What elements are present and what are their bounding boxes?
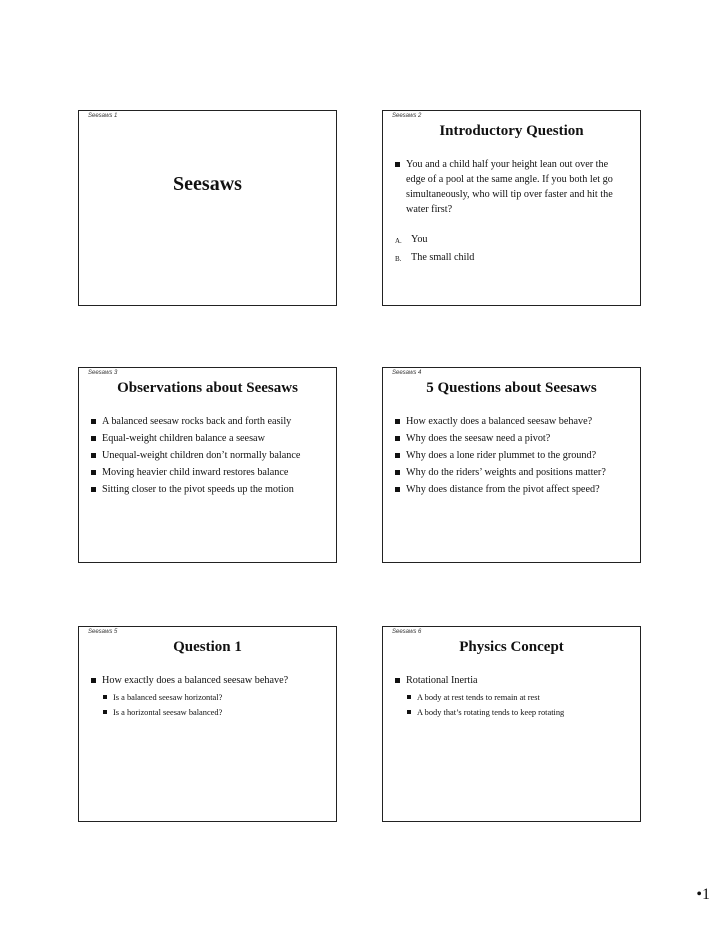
question-text: You and a child half your height lean out over the edge of a pool at the same angle. If you both let go simultaneously, who will tip over faster and hit the water first?: [406, 159, 613, 215]
sub-list-item: A body at rest tends to remain at rest: [395, 692, 636, 703]
list-item: Rotational Inertia: [395, 675, 636, 687]
slide-5: [78, 626, 337, 822]
bullet-square-icon: [91, 453, 96, 458]
bullet-square-icon: [407, 710, 411, 714]
list-item: How exactly does a balanced seesaw behave?: [395, 416, 636, 428]
page-number: •1: [696, 886, 710, 903]
slide-title: Observations about Seesaws: [117, 380, 298, 396]
list-item: Unequal-weight children don’t normally balance: [91, 450, 332, 462]
bullet-square-icon: [395, 162, 400, 167]
bullet-square-icon: [91, 487, 96, 492]
bullet-list: [395, 416, 636, 501]
list-item: A balanced seesaw rocks back and forth easily: [91, 416, 332, 428]
slide-6: [382, 626, 641, 822]
list-item: How exactly does a balanced seesaw behave?: [91, 675, 332, 687]
bullet-square-icon: [91, 678, 96, 683]
bullet-square-icon: [103, 710, 107, 714]
list-item: Why does a lone rider plummet to the ground?: [395, 450, 636, 462]
bullet-square-icon: [395, 470, 400, 475]
choice-letter: B.: [395, 255, 402, 263]
slide-title: Question 1: [173, 639, 242, 655]
list-item: Sitting closer to the pivot speeds up the motion: [91, 484, 332, 496]
list-item: [395, 157, 626, 217]
bullet-square-icon: [91, 470, 96, 475]
bullet-square-icon: [395, 453, 400, 458]
sub-list-item: A body that’s rotating tends to keep rotating: [395, 707, 636, 718]
bullet-square-icon: [395, 436, 400, 441]
bullet-square-icon: [91, 419, 96, 424]
slide-3: [78, 367, 337, 563]
list-item: Moving heavier child inward restores balance: [91, 467, 332, 479]
slide-4: [382, 367, 641, 563]
bullet-square-icon: [395, 487, 400, 492]
slide-title: Seesaws: [173, 173, 242, 195]
slide-label: Seesaws 2: [392, 113, 422, 119]
bullet-list: [395, 675, 636, 722]
sub-list-item: Is a horizontal seesaw balanced?: [91, 707, 332, 718]
slide-2: [382, 110, 641, 306]
bullet-square-icon: [103, 695, 107, 699]
slide-label: Seesaws 5: [88, 629, 118, 635]
list-item: Why does distance from the pivot affect speed?: [395, 484, 636, 496]
slide-title: Physics Concept: [459, 639, 564, 655]
choice-item: [395, 252, 626, 264]
list-item: Why does the seesaw need a pivot?: [395, 433, 636, 445]
slide-title: 5 Questions about Seesaws: [426, 380, 597, 396]
choice-letter: A.: [395, 237, 402, 245]
choice-text: You: [411, 234, 428, 245]
choice-item: [395, 234, 626, 246]
bullet-square-icon: [395, 419, 400, 424]
bullet-square-icon: [91, 436, 96, 441]
list-item: Equal-weight children balance a seesaw: [91, 433, 332, 445]
bullet-list: [395, 157, 626, 270]
slide-label: Seesaws 6: [392, 629, 422, 635]
slide-label: Seesaws 4: [392, 370, 422, 376]
list-item: Why do the riders’ weights and positions matter?: [395, 467, 636, 479]
bullet-list: [91, 675, 332, 722]
slide-label: Seesaws 1: [88, 113, 118, 119]
bullet-square-icon: [395, 678, 400, 683]
slide-1: [78, 110, 337, 306]
bullet-list: [91, 416, 332, 501]
bullet-square-icon: [407, 695, 411, 699]
slide-title: Introductory Question: [439, 123, 584, 139]
choice-text: The small child: [411, 252, 475, 263]
slide-label: Seesaws 3: [88, 370, 118, 376]
sub-list-item: Is a balanced seesaw horizontal?: [91, 692, 332, 703]
